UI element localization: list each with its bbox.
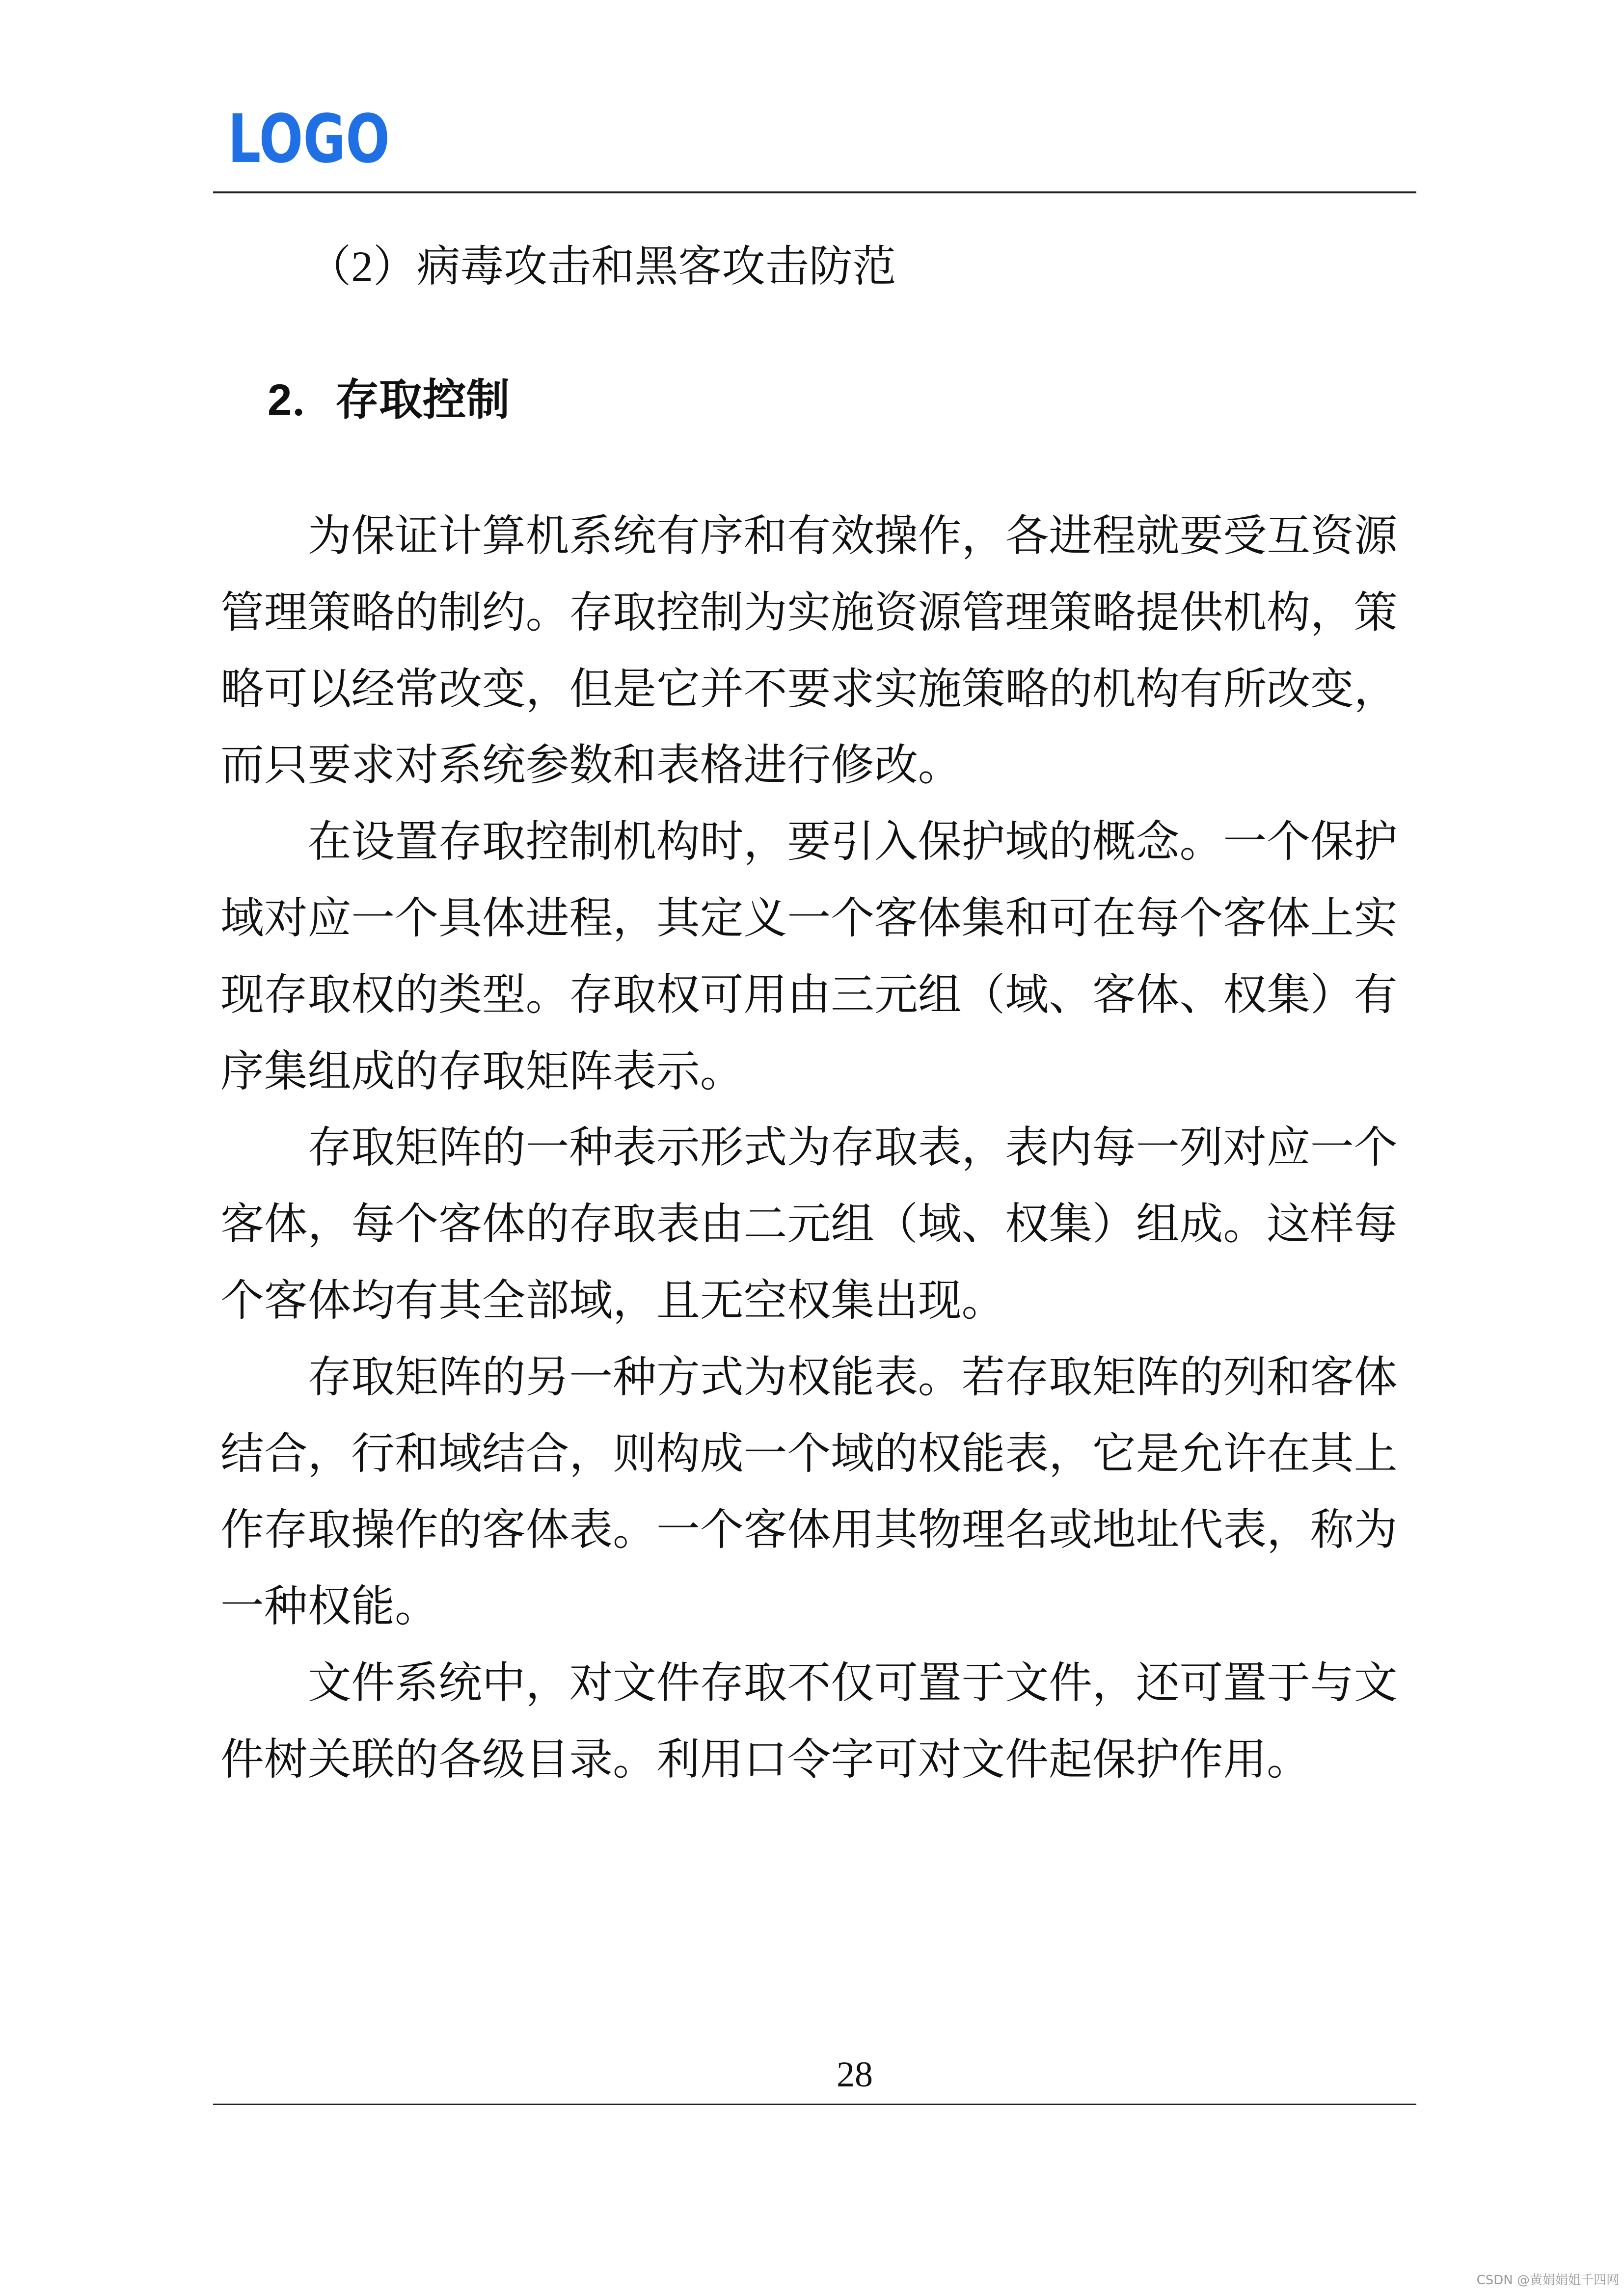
body-paragraph: [220, 499, 1408, 804]
paragraph-line: 件树关联的各级目录。利用口令字可对文件起保护作用。: [220, 1735, 1310, 1784]
paragraph-line: 在设置存取控制机构时，要引入保护域的概念。一个保护: [307, 818, 1398, 867]
body-paragraph: [220, 1340, 1408, 1646]
paragraph-line: 序集组成的存取矩阵表示。: [220, 1047, 744, 1096]
paragraph-line: 结合，行和域结合，则构成一个域的权能表，它是允许在其上: [220, 1430, 1398, 1478]
logo-text: LOGO: [228, 101, 390, 178]
paragraph-line: 现存取权的类型。存取权可用由三元组（域、客体、权集）有: [220, 971, 1398, 1019]
body-paragraph: [220, 804, 1408, 1110]
paragraph-line: 一种权能。: [220, 1583, 438, 1631]
body-text: [220, 499, 1408, 1799]
paragraph-line: 作存取操作的客体表。一个客体用其物理名或地址代表，称为: [220, 1506, 1398, 1555]
body-paragraph: [220, 1646, 1408, 1799]
watermark: CSDN @黄娟娟姐千四网: [1476, 2273, 1619, 2288]
paragraph-line: 文件系统中，对文件存取不仅可置于文件，还可置于与文: [307, 1659, 1398, 1708]
header-rule: [213, 191, 1416, 193]
paragraph-line: 为保证计算机系统有序和有效操作，各进程就要受互资源: [307, 512, 1398, 561]
footer-rule: [213, 2104, 1416, 2105]
subsection-heading: （2）病毒攻击和黑客攻击防范: [307, 243, 896, 291]
paragraph-line: 存取矩阵的另一种方式为权能表。若存取矩阵的列和客体: [307, 1353, 1398, 1402]
page-number: 28: [837, 2055, 873, 2095]
paragraph-line: 存取矩阵的一种表示形式为存取表，表内每一列对应一个: [307, 1124, 1398, 1173]
paragraph-line: 而只要求对系统参数和表格进行修改。: [220, 742, 962, 790]
section-heading: 2．存取控制: [268, 375, 510, 424]
body-paragraph: [220, 1110, 1408, 1339]
paragraph-line: 管理策略的制约。存取控制为实施资源管理策略提供机构，策: [220, 588, 1398, 637]
paragraph-line: 客体，每个客体的存取表由二元组（域、权集）组成。这样每: [220, 1201, 1398, 1249]
paragraph-line: 个客体均有其全部域，且无空权集出现。: [220, 1277, 1005, 1325]
paragraph-line: 略可以经常改变，但是它并不要求实施策略的机构有所改变，: [220, 665, 1398, 714]
logo: [228, 101, 390, 178]
paragraph-line: 域对应一个具体进程，其定义一个客体集和可在每个客体上实: [220, 894, 1398, 943]
